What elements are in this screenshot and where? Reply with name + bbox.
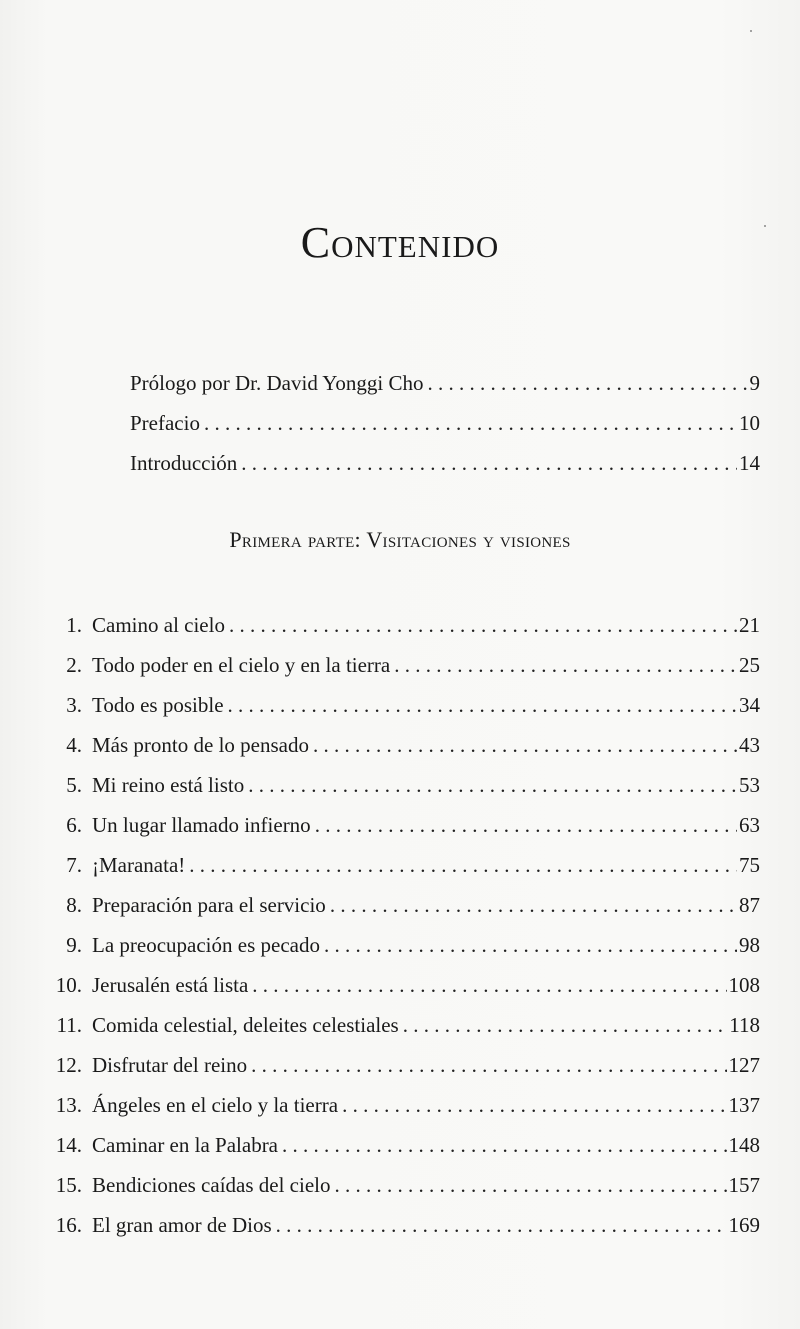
chapter-page-number: 25 (739, 653, 760, 677)
chapter-title: La preocupación es pecado (92, 933, 320, 957)
toc-page-number: 10 (739, 411, 760, 435)
toc-chapter-row (44, 647, 760, 683)
toc-leader-dots (324, 927, 737, 963)
toc-chapter-row (44, 847, 760, 883)
chapter-page-number: 127 (728, 1053, 760, 1077)
chapter-title: Caminar en la Palabra (92, 1133, 279, 1157)
toc-chapter-row (44, 927, 760, 963)
chapter-title: Camino al cielo (92, 613, 225, 637)
chapter-number: 5. (66, 773, 82, 797)
toc-chapter-row (44, 807, 760, 843)
chapter-page-number: 108 (728, 973, 760, 997)
toc-chapter-row (44, 1167, 760, 1203)
toc-entry-prefacio (44, 405, 760, 441)
toc-leader-dots (282, 1127, 726, 1163)
paper-speck (750, 30, 752, 32)
toc-chapter-row (44, 687, 760, 723)
chapter-title: Un lugar llamado infierno (92, 813, 311, 837)
chapter-number: 13. (55, 1093, 82, 1117)
chapter-page-number: 43 (739, 733, 760, 757)
chapter-number: 1. (66, 613, 82, 637)
chapter-title: Comida celestial, deleites celestiales (92, 1013, 399, 1037)
chapter-page-number: 75 (739, 853, 760, 877)
toc-chapter-row (44, 1047, 760, 1083)
toc-leader-dots (204, 405, 737, 441)
chapter-number: 6. (66, 813, 82, 837)
chapter-title: ¡Maranata! (92, 853, 186, 877)
toc-entry-prologo (44, 365, 760, 401)
page-title: Contenido (300, 218, 500, 268)
toc-leader-dots (276, 1207, 727, 1243)
chapter-number: 2. (66, 653, 82, 677)
chapter-title: Todo poder en el cielo y en la tierra (92, 653, 391, 677)
chapter-title: Todo es posible (92, 693, 224, 717)
toc-entry-introduccion (44, 445, 760, 481)
toc-leader-dots (342, 1087, 726, 1123)
chapter-title: Bendiciones caídas del cielo (92, 1173, 331, 1197)
chapter-title: El gran amor de Dios (92, 1213, 272, 1237)
toc-leader-dots (313, 727, 737, 763)
chapter-page-number: 118 (729, 1013, 760, 1037)
toc-chapter-row (44, 727, 760, 763)
chapter-page-number: 148 (728, 1133, 760, 1157)
toc-label: Prefacio (130, 411, 200, 435)
chapter-title: Jerusalén está lista (92, 973, 249, 997)
toc-page-number: 9 (749, 371, 760, 395)
toc-leader-dots (241, 445, 737, 481)
toc-chapter-row (44, 1127, 760, 1163)
chapter-number: 3. (66, 693, 82, 717)
toc-leader-dots (189, 847, 737, 883)
toc-leader-dots (427, 365, 747, 401)
toc-chapter-row (44, 1087, 760, 1123)
chapter-page-number: 98 (739, 933, 760, 957)
toc-leader-dots (228, 687, 737, 723)
chapter-number: 7. (66, 853, 82, 877)
chapter-number: 10. (55, 973, 82, 997)
chapter-page-number: 157 (728, 1173, 760, 1197)
toc-chapter-row (44, 767, 760, 803)
chapter-number: 12. (55, 1053, 82, 1077)
chapter-title: Más pronto de lo pensado (92, 733, 309, 757)
toc-chapter-row (44, 967, 760, 1003)
toc-label: Introducción (130, 451, 238, 475)
chapter-page-number: 169 (728, 1213, 760, 1237)
toc-chapter-row (44, 607, 760, 643)
chapter-number: 11. (56, 1013, 82, 1037)
toc-leader-dots (394, 647, 737, 683)
toc-chapter-row (44, 1207, 760, 1243)
chapter-number: 8. (66, 893, 82, 917)
part-heading: Primera parte: Visitaciones y visiones (229, 527, 571, 552)
toc-leader-dots (315, 807, 737, 843)
chapter-title: Disfrutar del reino (92, 1053, 248, 1077)
toc-leader-dots (248, 767, 737, 803)
chapter-page-number: 63 (739, 813, 760, 837)
chapter-number: 16. (55, 1213, 82, 1237)
toc-leader-dots (251, 1047, 726, 1083)
toc-leader-dots (335, 1167, 727, 1203)
chapter-title: Mi reino está listo (92, 773, 245, 797)
toc-page-number: 14 (739, 451, 760, 475)
chapter-number: 15. (55, 1173, 82, 1197)
chapter-number: 4. (66, 733, 82, 757)
toc-leader-dots (403, 1007, 728, 1043)
toc-label: Prólogo por Dr. David Yonggi Cho (130, 371, 424, 395)
chapter-page-number: 53 (739, 773, 760, 797)
chapter-number: 14. (55, 1133, 82, 1157)
chapter-page-number: 34 (739, 693, 760, 717)
toc-leader-dots (252, 967, 726, 1003)
chapter-page-number: 21 (739, 613, 760, 637)
chapter-page-number: 87 (739, 893, 760, 917)
toc-chapter-row (44, 1007, 760, 1043)
chapter-title: Preparación para el servicio (92, 893, 326, 917)
toc-chapter-row (44, 887, 760, 923)
toc-leader-dots (229, 607, 737, 643)
chapter-title: Ángeles en el cielo y la tierra (92, 1093, 339, 1117)
toc-leader-dots (330, 887, 737, 923)
chapter-number: 9. (66, 933, 82, 957)
chapter-page-number: 137 (728, 1093, 760, 1117)
